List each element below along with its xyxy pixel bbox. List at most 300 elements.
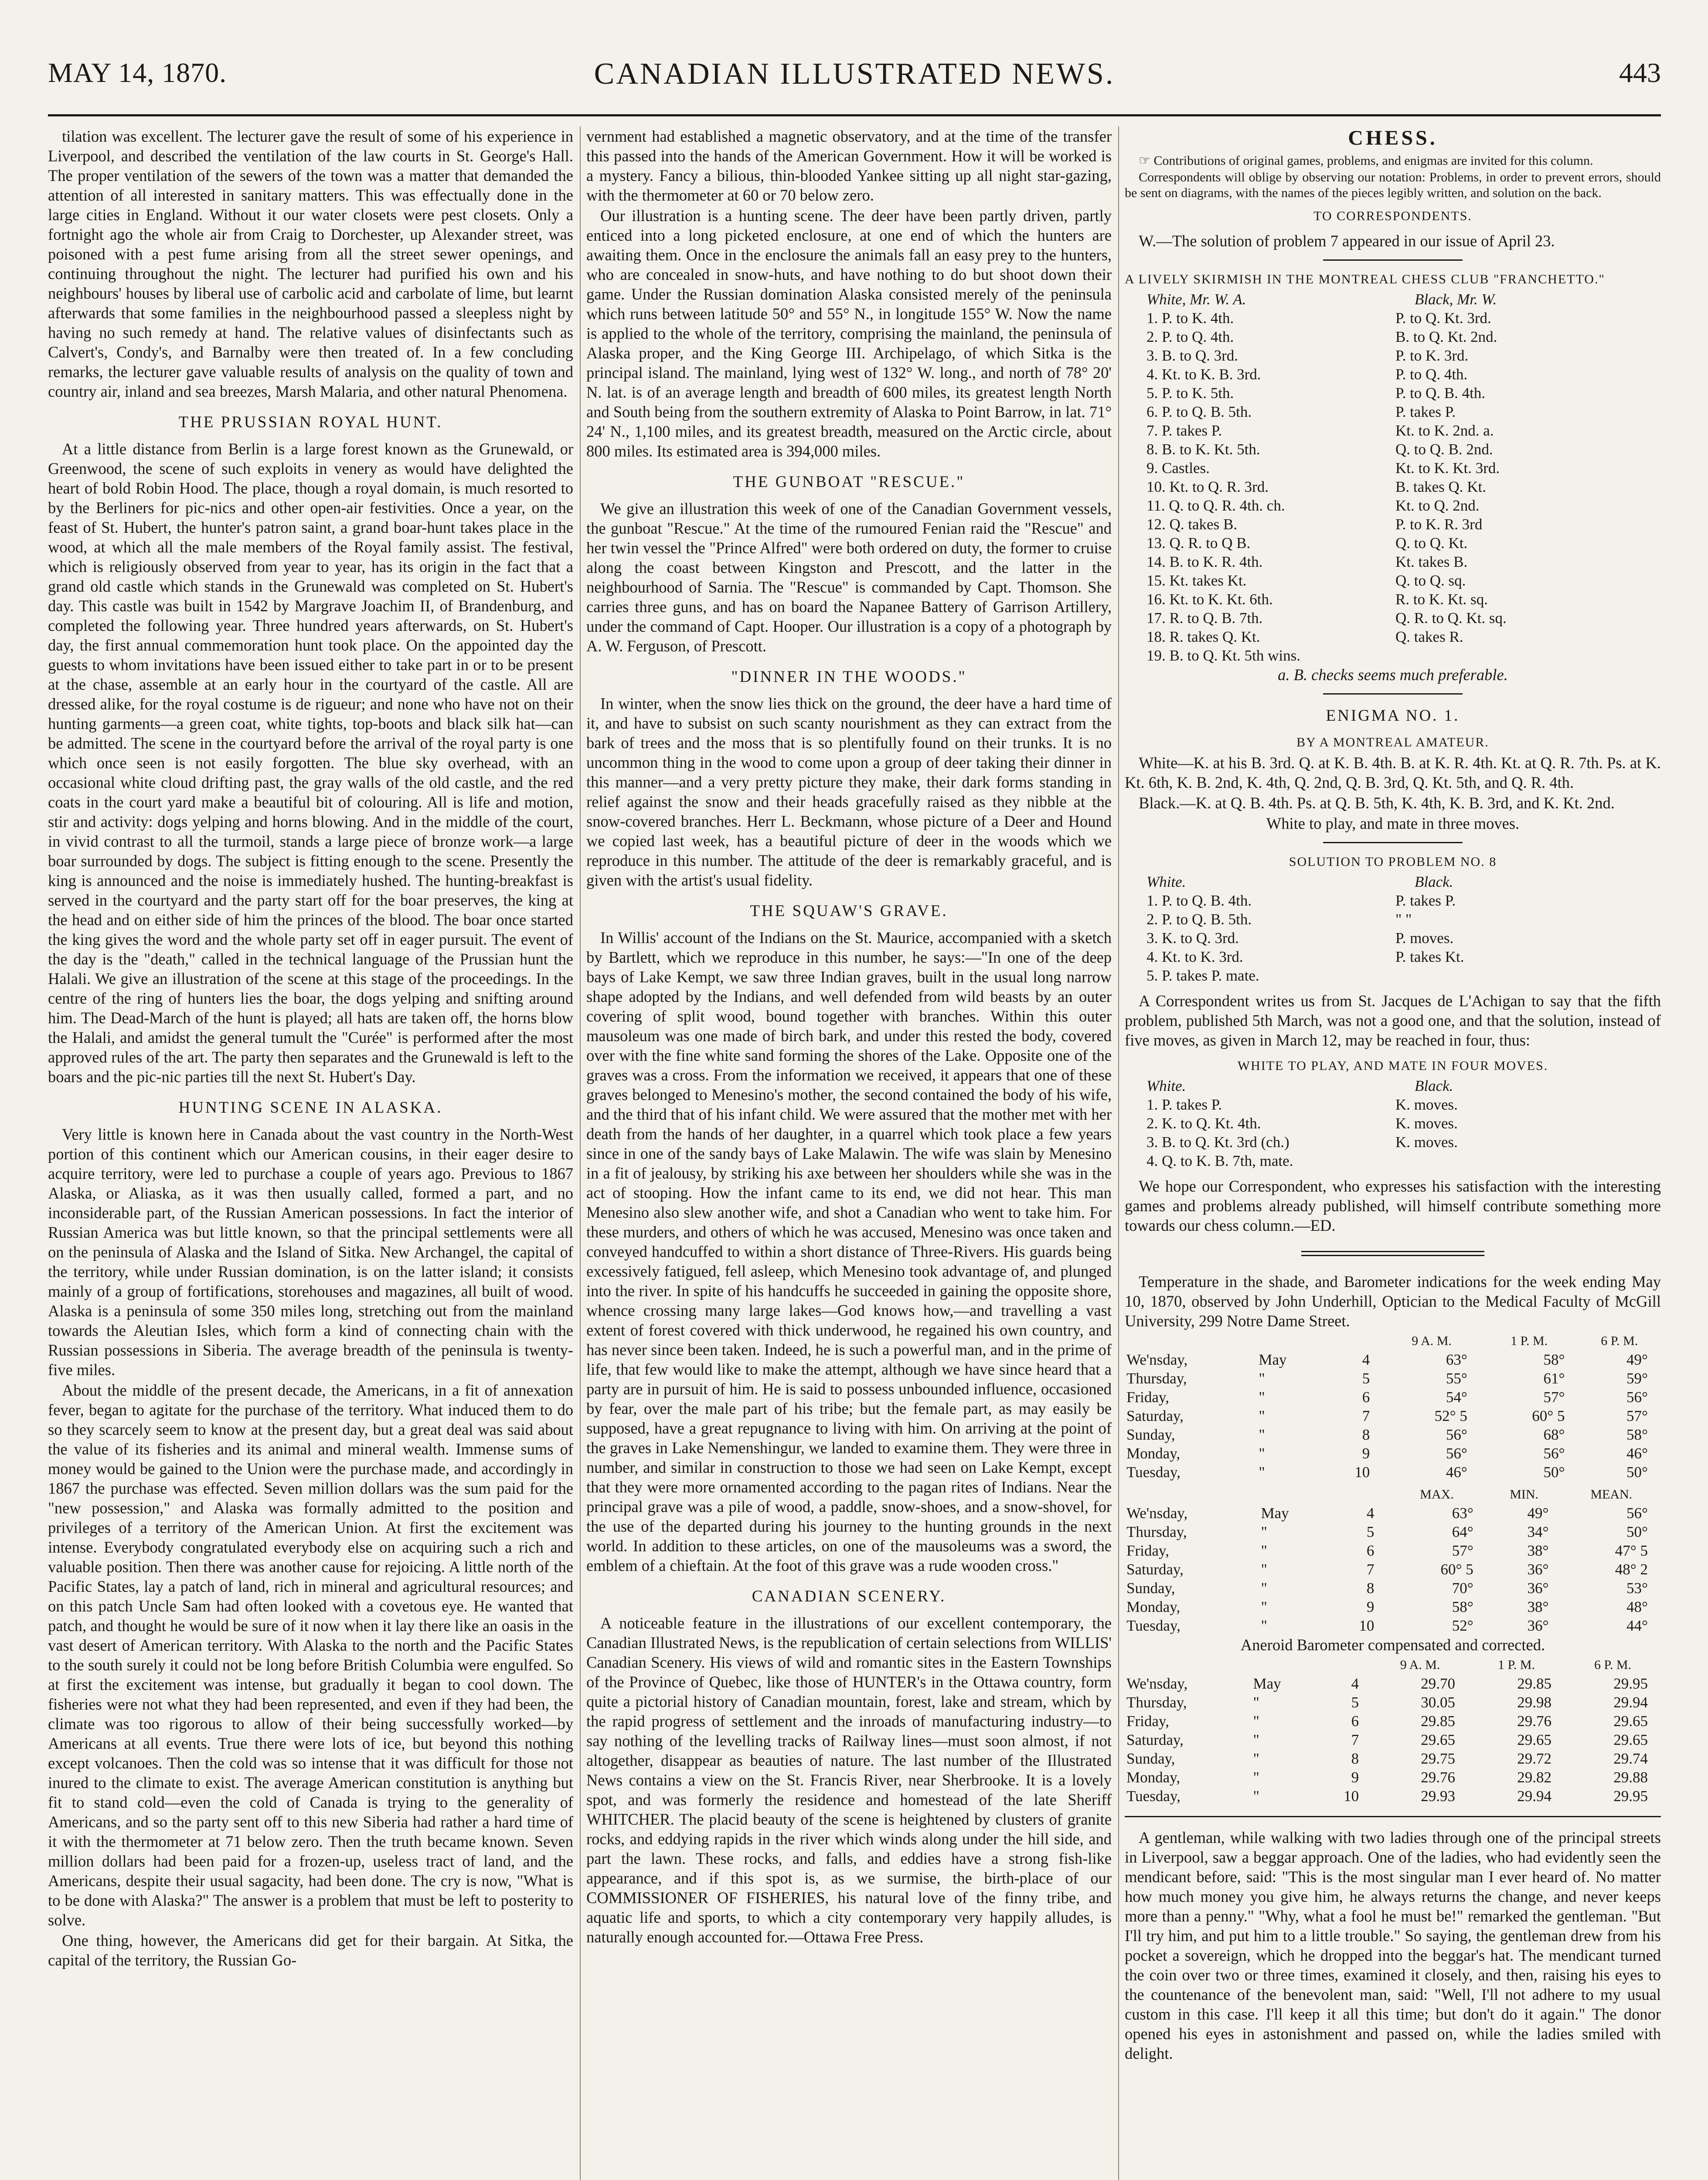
barometer-row-cell: 7: [1351, 1731, 1359, 1748]
alaska-paragraph-2: About the middle of the present decade, the Americans, in a fit of annexation fever, began to agitate for the purchase of the territory. What induced them to do so they scarcely seem to know at the present day, but a great deal was said about the value of its fisheries and its animal and mineral wealth. Immense sums of money would be gained to the Union were the purchase made, and accordingly in 1867 the purchase was effected. Seven million dollars was the sum paid for the "new possession," and Alaska was formally admitted to the position and privileges of a territory of the American Union. At first the excitement was intense. Everybody congratulated everybody else on acquiring such a rich and valuable position. Then there was another cause for rejoicing. A little north of the Pacific States, lay a patch of land, rich in mineral and agricultural resources; and on this patch Uncle Sam had often looked with a covetous eye. He wanted that patch, and thought he would be sure of it now when it lay there like an oasis in the vast desert of American territory. With Alaska to the north and the Pacific States to the south surely it could not be long before British Columbia were engulfed. So at first the excitement was intense, but gradually it began to cool down. The fisheries were not what they had been represented, and even if they had been, the climate was too rigorous to allow of their being successfully worked—by Americans at all events. True there were lots of ice, but beyond this nothing except volcanoes. Then the cold was so intense that it was difficult for those not inured to the climate to exist. The average American constitution is anything but fit to stand cold—even the cold of Canada is trying to the generality of Americans, and so the party sent off to this new Siberia had rather a hard time of it with the thermometer at 71 below zero. Then the truth became known. Seven million dollars had been paid for a frozen-up, useless tract of land, and the Americans, despite their usual sagacity, had been done. The cry is now, "What is to be done with Alaska?" The answer is a problem that must be left to posterity to solve.: [48, 1381, 573, 1929]
chess-notice-correspondents: Correspondents will oblige by observing our notation: Problems, in order to prevent errors, should be sent on diagrams, with the names of the pieces legibly written, and solution on the back.: [1125, 170, 1661, 200]
temperature-range-row-cell: Sunday,: [1126, 1580, 1175, 1597]
temperature-row-cell: 54°: [1446, 1389, 1467, 1406]
temperature-range-row-cell: 60° 5: [1440, 1561, 1473, 1578]
temperature-row-cell: Sunday,: [1126, 1426, 1175, 1443]
to-correspondents-heading: TO CORRESPONDENTS.: [1313, 209, 1472, 223]
temperature-row-cell: Monday,: [1126, 1445, 1181, 1462]
temperature-row-cell: 68°: [1543, 1426, 1565, 1443]
temperature-row-cell: 50°: [1543, 1464, 1565, 1481]
solution-move-row-cell: 1. P. to Q. B. 4th.: [1147, 892, 1252, 909]
temperature-range-row-cell: 36°: [1527, 1580, 1549, 1597]
separator-rule: [1323, 693, 1463, 695]
solution-move-row-cell: 2. P. to Q. B. 5th.: [1147, 911, 1252, 928]
temperature-range-row-cell: 49°: [1527, 1505, 1549, 1522]
range-header-min: MIN.: [1510, 1487, 1539, 1502]
temperature-range-row-cell: 34°: [1527, 1523, 1549, 1540]
temperature-range-row-cell: 4: [1366, 1505, 1375, 1522]
temperature-row-cell: 58°: [1626, 1426, 1648, 1443]
skirmish-title: A LIVELY SKIRMISH IN THE MONTREAL CHESS CLUB "FRANCHETTO.": [1125, 272, 1605, 286]
game-move-row-cell: P. takes P.: [1395, 403, 1456, 420]
temperature-range-table: [1125, 1485, 1661, 1635]
game-move-row-cell: B. takes Q. Kt.: [1395, 478, 1487, 495]
weather-intro: Temperature in the shade, and Barometer indications for the week ending May 10, 1870, observed by John Underhill, Optician to the Medical Faculty of McGill University, 299 Notre Dame Street.: [1125, 1273, 1661, 1330]
temperature-row-cell: 55°: [1446, 1370, 1467, 1387]
barometer-row-cell: 29.65: [1421, 1731, 1456, 1748]
solution-title: SOLUTION TO PROBLEM NO. 8: [1289, 855, 1497, 869]
temperature-row-cell: 61°: [1543, 1370, 1565, 1387]
temperature-table: [1125, 1332, 1661, 1482]
temperature-range-row-cell: 38°: [1527, 1542, 1549, 1559]
barometer-row-cell: May: [1253, 1675, 1281, 1692]
temperature-row-cell: 46°: [1446, 1464, 1467, 1481]
temperature-row-cell: 50°: [1626, 1464, 1648, 1481]
masthead-rule: [48, 114, 1661, 116]
game-move-row-cell: 7. P. takes P.: [1147, 422, 1222, 439]
barometer-row: [1125, 1730, 1661, 1749]
temperature-row-cell: ": [1259, 1445, 1265, 1462]
game-move-row-cell: Kt. to Q. 2nd.: [1395, 497, 1480, 514]
game-move-row: [1125, 346, 1661, 365]
four-move-row-cell: [1393, 1151, 1661, 1170]
temperature-row: [1125, 1388, 1661, 1407]
heading-prussian-hunt: THE PRUSSIAN ROYAL HUNT.: [178, 413, 443, 431]
barometer-row-cell: 30.05: [1421, 1694, 1456, 1711]
temperature-range-row: [1125, 1560, 1661, 1579]
temperature-row-cell: 8: [1362, 1426, 1370, 1443]
game-move-row-cell: Q. to Q. Kt.: [1395, 535, 1468, 552]
barometer-row-cell: 29.85: [1421, 1713, 1456, 1730]
temperature-row: [1125, 1350, 1661, 1369]
temperature-range-row-cell: 6: [1366, 1542, 1375, 1559]
chess-closing-note: We hope our Correspondent, who expresses his satisfaction with the interesting games and problems already published, will himself contribute something more towards our chess column.—ED.: [1125, 1177, 1661, 1234]
solution-black-header: Black.: [1415, 873, 1453, 890]
barometer-row-cell: 29.98: [1517, 1694, 1551, 1711]
temperature-range-row-cell: 58°: [1452, 1598, 1473, 1615]
column-2: [586, 126, 1112, 2180]
barometer-row-cell: 29.65: [1517, 1731, 1551, 1748]
temperature-range-row-cell: Saturday,: [1126, 1561, 1184, 1578]
temperature-range-row-cell: 70°: [1452, 1580, 1473, 1597]
temperature-rows: [1125, 1350, 1661, 1482]
barometer-row-cell: 29.94: [1517, 1788, 1551, 1805]
barometer-table: [1125, 1655, 1661, 1805]
barometer-row-cell: 29.72: [1517, 1750, 1551, 1767]
ornamental-rule: [1301, 1251, 1484, 1256]
four-move-row: [1125, 1095, 1661, 1114]
solution-move-row-cell: P. takes Kt.: [1395, 948, 1464, 965]
temperature-range-row-cell: 44°: [1626, 1617, 1648, 1634]
column-divider: [1118, 126, 1119, 2180]
temperature-row-cell: 58°: [1543, 1351, 1565, 1368]
separator-rule: [1323, 842, 1463, 843]
barometer-row-cell: ": [1253, 1769, 1259, 1786]
four-move-row-cell: 1. P. takes P.: [1147, 1096, 1222, 1113]
temperature-row: [1125, 1425, 1661, 1444]
column-3: [1125, 126, 1661, 2180]
four-move-white-header: White.: [1147, 1077, 1186, 1094]
four-move-row: [1125, 1151, 1661, 1170]
range-header-max: MAX.: [1420, 1487, 1454, 1502]
barometer-row-cell: ": [1253, 1713, 1259, 1730]
temperature-row-cell: Thursday,: [1126, 1370, 1187, 1387]
baro-header-9am: 9 A. M.: [1400, 1658, 1440, 1672]
solution-move-row-cell: [1393, 966, 1661, 985]
four-move-row-cell: K. moves.: [1395, 1096, 1458, 1113]
game-move-row: [1125, 327, 1661, 346]
game-move-row-cell: 12. Q. takes B.: [1147, 516, 1238, 533]
temperature-row: [1125, 1463, 1661, 1482]
temperature-row-cell: ": [1259, 1370, 1265, 1387]
game-move-row-cell: 9. Castles.: [1147, 460, 1210, 477]
four-move-row-cell: K. moves.: [1395, 1134, 1458, 1151]
prussian-hunt-paragraph: At a little distance from Berlin is a large forest known as the Grunewald, or Greenwood, the scene of such exploits in venery as would have delighted the heart of bold Robin Hood. The place, though a royal domain, is much resorted to by the Berliners for pic-nics and other open-air festivities. Once a year, on the feast of St. Hubert, the hunter's patron saint, a grand boar-hunt takes place in the wood, at which all the male members of the Royal family assist. The festival, which is religiously observed from year to year, has its origin in the fact that a grand old castle which stands in the Grunewald was completed on St. Hubert's day. This castle was built in 1542 by Margrave Joachim II, of Brandenburg, and completed the following year. Three hundred years afterwards, on St. Hubert's day, the first annual commemoration hunt took place. On the appointed day the guests to whom invitations have been issued either to take part in or to be present at the chase, assemble at an early hour in the courtyard of the castle. All are dressed alike, for the royal costume is de rigueur; and none who have not on their hunting garments—a green coat, white tights, top-boots and black silk hat—can be admitted. The scene in the courtyard before the arrival of the royal party is one which once seen is not easily forgotten. The blue sky overhead, with an occasional white cloud drifting past, the gray walls of the old castle, and the red coats in the court yard make a beautiful bit of colouring. All is life and motion, stir and activity: dogs yelping and horns blowing. And in the middle of the court, in vivid contrast to all the turmoil, stands a large piece of bronze work—a large boar surrounded by dogs. The subject is fitting enough to the scene. Presently the king is announced and the noise is immediately hushed. The hunting-breakfast is served in the courtyard and the party start off for the boar preserves, the king at the head and on either side of him the princes of the blood. The boar once started the king gives the word and the whole party set off in eager pursuit. The event of the day is the "death," called in the technical language of the Prussian hunt the Halali. We give an illustration of the scene at this stage of the proceedings. In the centre of the ring of hunters lies the boar, the dogs yelping and snifting around him. The Dead-March of the hunt is played; all hats are taken off, the horns blow the Halali, and amidst the general tumult the "Curée" is performed after the most approved rules of the art. The party then separates and the Grunewald is left to the boars and the pic-nic parties till the next St. Hubert's Day.: [48, 440, 573, 1086]
correspondent-letter: A Correspondent writes us from St. Jacques de L'Achigan to say that the fifth problem, published 5th March, was not a good one, and that the solution, instead of five moves, as given in March 12, may be reached in four, thus:: [1125, 992, 1661, 1049]
game-move-row-cell: B. to Q. Kt. 2nd.: [1395, 328, 1497, 345]
game-move-row: [1125, 459, 1661, 477]
four-move-row-cell: 2. K. to Q. Kt. 4th.: [1147, 1115, 1261, 1132]
temperature-row-cell: 52° 5: [1434, 1407, 1467, 1424]
barometer-row: [1125, 1749, 1661, 1768]
barometer-row-cell: 29.88: [1613, 1769, 1648, 1786]
temperature-range-row: [1125, 1504, 1661, 1523]
barometer-row-cell: Friday,: [1126, 1713, 1169, 1730]
heading-alaska-hunting: HUNTING SCENE IN ALASKA.: [178, 1099, 443, 1117]
barometer-row: [1125, 1768, 1661, 1787]
game-move-row: [1125, 627, 1661, 646]
chess-notice-contributions: ☞ Contributions of original games, problems, and enigmas are invited for this column.: [1139, 153, 1593, 168]
temperature-row-cell: 57°: [1543, 1389, 1565, 1406]
skirmish-game-table: [1125, 290, 1661, 665]
game-move-row-cell: 13. Q. R. to Q B.: [1147, 535, 1251, 552]
game-move-row: [1125, 440, 1661, 459]
temperature-range-row-cell: 57°: [1452, 1542, 1473, 1559]
barometer-row-cell: 29.82: [1517, 1769, 1551, 1786]
barometer-row-cell: Monday,: [1126, 1769, 1181, 1786]
game-move-row-cell: 5. P. to K. 5th.: [1147, 385, 1234, 402]
heading-canadian-scenery: CANADIAN SCENERY.: [752, 1587, 946, 1605]
temperature-range-row-cell: Monday,: [1126, 1598, 1181, 1615]
temperature-row: [1125, 1444, 1661, 1463]
barometer-row-cell: 29.65: [1613, 1713, 1648, 1730]
temperature-range-row-cell: 48° 2: [1615, 1561, 1648, 1578]
temperature-range-row: [1125, 1579, 1661, 1598]
temperature-range-row-cell: 63°: [1452, 1505, 1473, 1522]
baro-header-6pm: 6 P. M.: [1594, 1658, 1632, 1672]
four-move-row: [1125, 1114, 1661, 1133]
squaws-grave-paragraph: In Willis' account of the Indians on the St. Maurice, accompanied with a sketch by Bartlett, which we reproduce in this number, he says:—"In one of the deep bays of Lake Kempt, we saw three Indian graves, built in the usual long narrow shape adopted by the Indians, and well defended from wild beasts by an outer covering of split wood, bound together with branches. Within this outer mausoleum was one made of birch bark, and under this rested the body, covered over with the fine white sand forming the shores of the Lake. Opposite one of the graves was a cross. From the information we received, it appears that one of these graves belonged to Menesino's mother, the second contained the body of his wife, and the third that of his infant child. We were assured that the mother met with her death from the hands of her daughter, in a quarrel which took place a few years since in one of the sandy bays of Lake Malawin. The wife was slain by Menesino in a fit of jealousy, by striking his axe between her shoulders while she was in the act of stooping. How the infant came to its end, we did not hear. This man Menesino also slew another wife, and shot a Canadian who went to take him. For these murders, and others of which he was accused, Menesino was once taken and conveyed handcuffed to within a short distance of Three-Rivers. His guards being excessively fatigued, fell asleep, which Menesino took advantage of, and plunged into the river. In spite of his handcuffs he succeeded in gaining the opposite shore, whence crossing many large lakes—God knows how,—and travelling a vast extent of forest covered with thick underwood, he regained his own country, and has never since been taken. Indeed, he is such a powerful man, and in the prime of life, that few would like to make the attempt, although we have since heard that a party are in pursuit of him. He is said to possess unbounded influence, occasioned by fear, over the male part of his tribe; but the female part, as may easily be supposed, have a great repugnance to living with him. On arriving at the point of the graves in Lake Nemenshingur, we landed to examine them. They were three in number, and similar in construction to those we had seen on Lake Kempt, except that they were more ornamented according to the pagan rites of Indians. Near the principal grave was a pile of wood, a paddle, snow-shoes, and a snow-shovel, for the use of the departed during his journey to the hunting grounds in the next world. In addition to these articles, on one of the mausoleums was a sword, the emblem of a chieftain. At the foot of this grave was a rude wooden cross.": [586, 929, 1112, 1574]
barometer-row: [1125, 1693, 1661, 1712]
barometer-title: Aneroid Barometer compensated and corrected.: [1240, 1636, 1545, 1654]
game-move-row-cell: 4. Kt. to K. B. 3rd.: [1147, 366, 1261, 383]
temperature-row: [1125, 1369, 1661, 1388]
game-move-row-cell: 2. P. to Q. 4th.: [1147, 328, 1234, 345]
temperature-row-cell: 49°: [1626, 1351, 1648, 1368]
barometer-row-cell: Sunday,: [1126, 1750, 1175, 1767]
game-move-row-cell: P. to K. 3rd.: [1395, 347, 1469, 364]
temperature-row-cell: 59°: [1626, 1370, 1648, 1387]
four-move-row-cell: 4. Q. to K. B. 7th, mate.: [1147, 1152, 1293, 1169]
barometer-row-cell: Tuesday,: [1126, 1788, 1181, 1805]
game-move-row: [1125, 552, 1661, 571]
alaska-illustration-paragraph: Our illustration is a hunting scene. The deer have been partly driven, partly enticed into a long picketed enclosure, at one end of which the hunters are awaiting them. Once in the enclosure the animals fall an easy prey to the hunters, who are concealed in snow-huts, and have nothing to do but shoot down their game. Under the Russian domination Alaska consisted merely of the peninsula which runs between latitude 50° and 55° N., in longitude 155° W. Now the name is applied to the whole of the territory, comprising the mainland, the peninsula of Alaska proper, and the King George III. Archipelago, of which Sitka is the principal island. The mainland, lying west of 132° W. long., and north of 78° 20' N. lat. is of an average length and breadth of 600 miles, its greatest length North and South being from the southern extremity of Alaska to Point Barrow, in lat. 71° 24' N., 1,100 miles, and its greatest breadth, measured on the Arctic circle, about 800 miles. Its estimated area is 394,000 miles.: [586, 207, 1112, 460]
barometer-row: [1125, 1787, 1661, 1805]
temperature-range-row-cell: ": [1261, 1561, 1267, 1578]
solution-moves: [1125, 891, 1661, 985]
temperature-row-cell: 9: [1362, 1445, 1370, 1462]
game-move-row-cell: 16. Kt. to K. Kt. 6th.: [1147, 591, 1273, 608]
temperature-row-cell: ": [1259, 1426, 1265, 1443]
temperature-range-row-cell: May: [1261, 1505, 1289, 1522]
solution-move-row-cell: P. takes P.: [1395, 892, 1456, 909]
temperature-row-cell: 56°: [1543, 1445, 1565, 1462]
solution-move-row-cell: 5. P. takes P. mate.: [1147, 967, 1259, 984]
separator-rule: [1125, 1816, 1661, 1817]
barometer-row-cell: 29.74: [1613, 1750, 1648, 1767]
temperature-range-row-cell: Tuesday,: [1126, 1617, 1181, 1634]
barometer-rows: [1125, 1674, 1661, 1805]
temperature-range-rows: [1125, 1504, 1661, 1635]
game-move-row-cell: Q. takes R.: [1395, 628, 1463, 645]
temperature-range-row-cell: 53°: [1626, 1580, 1648, 1597]
game-move-row-cell: 18. R. takes Q. Kt.: [1147, 628, 1260, 645]
game-move-row: [1125, 590, 1661, 609]
barometer-row: [1125, 1674, 1661, 1693]
barometer-row-cell: Thursday,: [1126, 1694, 1187, 1711]
temperature-row-cell: Saturday,: [1126, 1407, 1184, 1424]
range-header-mean: MEAN.: [1590, 1487, 1633, 1502]
temperature-row-cell: 56°: [1626, 1389, 1648, 1406]
solution-move-row-cell: P. moves.: [1395, 930, 1454, 947]
enigma-white-position: White—K. at his B. 3rd. Q. at K. B. 4th. B. at K. R. 4th. Kt. at Q. R. 7th. Ps. at K. Kt. 6th, K. B. 2nd, K. 4th, Q. 2nd, Q. B. 3rd, Q. Kt. 5th, and Q. R. 4th.: [1125, 754, 1661, 791]
temperature-range-row-cell: Friday,: [1126, 1542, 1169, 1559]
game-move-row: [1125, 515, 1661, 534]
page-number: 443: [1619, 57, 1661, 88]
temperature-row-cell: 56°: [1446, 1426, 1467, 1443]
dinner-paragraph: In winter, when the snow lies thick on the ground, the deer have a hard time of it, and have to subsist on such scanty nourishment as they can extract from the bark of trees and the moss that is so plentifully found on their trunks. It is no uncommon thing in the wood to come upon a group of deer taking their dinner in this manner—and a very pretty picture they make, their dark forms standing in relief against the snow and their heads gracefully raised as they nibble at the snow-covered branches. Herr L. Beckmann, whose picture of a Deer and Hound we copied last week, has a beautiful picture of deer in the woods which we reproduce in this number. The attitude of the deer is remarkably graceful, and is given with the artist's usual fidelity.: [586, 695, 1112, 889]
game-move-row-cell: P. to Q. 4th.: [1395, 366, 1468, 383]
game-move-row-cell: P. to Q. Kt. 3rd.: [1395, 310, 1491, 327]
temperature-range-row-cell: We'nsday,: [1126, 1505, 1188, 1522]
barometer-row-cell: 4: [1351, 1675, 1359, 1692]
barometer-row-cell: 29.95: [1613, 1788, 1648, 1805]
temp-header-9am: 9 A. M.: [1412, 1334, 1452, 1348]
solution-move-row: [1125, 966, 1661, 985]
barometer-row-cell: 29.75: [1421, 1750, 1456, 1767]
temperature-range-row-cell: 52°: [1452, 1617, 1473, 1634]
temperature-range-row-cell: 8: [1366, 1580, 1375, 1597]
game-move-row-cell: Q. to Q. sq.: [1395, 572, 1466, 589]
canadian-scenery-paragraph: A noticeable feature in the illustrations of our excellent contemporary, the Canadian Illustrated News, is the republication of certain selections from WILLIS' Canadian Scenery. His views of wild and romantic sites in the Eastern Townships of the Province of Quebec, like those of HUNTER's in the Ottawa country, form quite a pictorial history of Canadian mountain, forest, lake and stream, which by the rapid progress of settlement and the inroads of manufacturing industry—to say nothing of the levelling tracks of Railway lines—must soon almost, if not altogether, disappear as beauties of nature. The last number of the Illustrated News contains a view on the St. Francis River, near Sherbrooke. It is a lovely spot, and was formerly the residence and homestead of the late Sheriff WHITCHER. The placid beauty of the scene is heightened by clusters of granite rocks, and eddying rapids in the river which winds along under the hill side, and part the lawn. These rocks, and falls, and eddies have a strong fish-like appearance, and if this spot is, as we surmise, the birth-place of our COMMISSIONER OF FISHERIES, his natural love of the finny tribe, and aquatic life and sports, to which a city contemporary very happily alludes, is naturally enough accounted for.—Ottawa Free Press.: [586, 1614, 1112, 1946]
temperature-row-cell: Friday,: [1126, 1389, 1169, 1406]
temperature-range-row-cell: ": [1261, 1598, 1267, 1615]
column-divider: [580, 126, 581, 2180]
temperature-range-row-cell: 5: [1366, 1523, 1375, 1540]
four-move-table: [1125, 1076, 1661, 1170]
separator-rule: [1323, 259, 1463, 261]
masthead: [48, 48, 1661, 113]
to-correspondents-text: W.—The solution of problem 7 appeared in our issue of April 23.: [1139, 232, 1555, 250]
game-move-row-cell: P. to K. R. 3rd: [1395, 516, 1483, 533]
temperature-range-row-cell: ": [1261, 1617, 1267, 1634]
temperature-row-cell: 63°: [1446, 1351, 1467, 1368]
game-move-row: [1125, 571, 1661, 590]
alaska-paragraph-1: Very little is known here in Canada about the vast country in the North-West portion of this continent which our American cousins, in their eager desire to acquire territory, were led to purchase a couple of years ago. Previous to 1867 Alaska, or Aliaska, as it was then usually called, formed a part, and no inconsiderable part, of the Russian American possessions. In fact the interior of Russian America was but little known, so that the principal settlements were all on the peninsula of Alaska and the Island of Sitka. New Archangel, the capital of the territory, while under Russian domination, is on the latter island; it consists mainly of a group of fortifications, storehouses and magazines, all built of wood. Alaska is a peninsula of some 350 miles long, stretching out from the mainland towards the Aleutian Isles, which form a kind of connecting chain with the Russian possessions in Siberia. The average breadth of the peninsula is twenty-five miles.: [48, 1125, 573, 1379]
barometer-row-cell: 5: [1351, 1694, 1359, 1711]
temperature-range-row-cell: 50°: [1626, 1523, 1648, 1540]
temperature-row: [1125, 1407, 1661, 1425]
temperature-row-cell: 46°: [1626, 1445, 1648, 1462]
game-move-row-cell: 17. R. to Q. B. 7th.: [1147, 610, 1263, 627]
temperature-range-row: [1125, 1523, 1661, 1541]
game-move-row-cell: 10. Kt. to Q. R. 3rd.: [1147, 478, 1269, 495]
barometer-row-cell: ": [1253, 1731, 1259, 1748]
temperature-row-cell: Tuesday,: [1126, 1464, 1181, 1481]
solution-move-row-cell: 3. K. to Q. 3rd.: [1147, 930, 1239, 947]
game-move-row: [1125, 477, 1661, 496]
temperature-row-cell: May: [1259, 1351, 1287, 1368]
game-move-row-cell: P. to Q. B. 4th.: [1395, 385, 1486, 402]
enigma-byline: BY A MONTREAL AMATEUR.: [1296, 735, 1489, 749]
barometer-row-cell: 8: [1351, 1750, 1359, 1767]
barometer-row-cell: ": [1253, 1750, 1259, 1767]
heading-enigma: ENIGMA NO. 1.: [1326, 707, 1460, 725]
four-move-row-cell: 3. B. to Q. Kt. 3rd (ch.): [1147, 1134, 1290, 1151]
four-move-moves: [1125, 1095, 1661, 1170]
game-move-row: [1125, 402, 1661, 421]
solution-move-row-cell: 4. Kt. to K. 3rd.: [1147, 948, 1243, 965]
temperature-row-cell: 57°: [1626, 1407, 1648, 1424]
barometer-row-cell: 29.76: [1421, 1769, 1456, 1786]
sanitary-lecture-paragraph: tilation was excellent. The lecturer gave the result of some of his experience in Liverpool, and described the ventilation of the law courts in St. George's Hall. The proper ventilation of the sewers of the town was a matter that demanded the attention of all interested in sanitary matters. This was effectually done in the large cities in England. Without it our water closets were pest closets. Only a fortnight ago the whole air from Craig to Dorchester, up Alexander street, was poisoned with a pest fume arising from all the street sewer openings, and continuing throughout the night. The lecturer had purified his own and his neighbours' houses by liberal use of carbolic acid and carbolate of lime, but learnt afterwards that some families in the neighbourhood passed a sleepless night by having no such remedy at hand. The relative values of disinfectants such as Calvert's, Condy's, and Barnalby were then treated of. In a few concluding remarks, the lecturer gave valuable results of analysis on the quality of town and country air, inland and sea breezes, Marsh Malaria, and other natural Phenomena.: [48, 127, 573, 400]
game-white-player: White, Mr. W. A.: [1147, 291, 1246, 308]
game-move-row-cell: Kt. to K. 2nd. a.: [1395, 422, 1494, 439]
four-move-black-header: Black.: [1415, 1077, 1453, 1094]
solution-move-row: [1125, 929, 1661, 947]
barometer-row-cell: 29.95: [1613, 1675, 1648, 1692]
temperature-range-row-cell: 36°: [1527, 1617, 1549, 1634]
game-note: a. B. checks seems much preferable.: [1278, 666, 1508, 684]
temperature-row-cell: 7: [1362, 1407, 1370, 1424]
game-move-row: [1125, 365, 1661, 384]
four-move-title: WHITE TO PLAY, AND MATE IN FOUR MOVES.: [1237, 1059, 1548, 1073]
temperature-range-row-cell: 64°: [1452, 1523, 1473, 1540]
temperature-row-cell: We'nsday,: [1126, 1351, 1188, 1368]
baro-header-1pm: 1 P. M.: [1498, 1658, 1535, 1672]
heading-dinner-in-woods: "DINNER IN THE WOODS.": [731, 668, 967, 686]
game-move-row: [1125, 609, 1661, 627]
game-move-row: [1125, 309, 1661, 327]
temperature-row-cell: 60° 5: [1532, 1407, 1565, 1424]
game-move-row-cell: 1. P. to K. 4th.: [1147, 310, 1234, 327]
temperature-range-row-cell: 9: [1366, 1598, 1375, 1615]
game-move-row-cell: 11. Q. to Q. R. 4th. ch.: [1147, 497, 1285, 514]
game-move-row-cell: 8. B. to K. Kt. 5th.: [1147, 441, 1260, 458]
game-move-row-cell: 3. B. to Q. 3rd.: [1147, 347, 1238, 364]
temperature-row-cell: ": [1259, 1464, 1265, 1481]
temperature-row-cell: 10: [1354, 1464, 1370, 1481]
barometer-row-cell: 29.65: [1613, 1731, 1648, 1748]
temperature-range-row-cell: 56°: [1626, 1505, 1648, 1522]
game-move-row-cell: Q. to Q. B. 2nd.: [1395, 441, 1493, 458]
barometer-row-cell: 29.76: [1517, 1713, 1551, 1730]
game-moves: [1125, 309, 1661, 665]
game-move-row-cell: [1393, 646, 1661, 665]
game-move-row-cell: 19. B. to Q. Kt. 5th wins.: [1147, 647, 1300, 664]
temperature-range-row-cell: 36°: [1527, 1561, 1549, 1578]
game-move-row: [1125, 534, 1661, 552]
solution-move-row-cell: " ": [1395, 911, 1412, 928]
game-move-row-cell: 15. Kt. takes Kt.: [1147, 572, 1247, 589]
issue-date: MAY 14, 1870.: [48, 57, 227, 88]
alaska-paragraph-3: One thing, however, the Americans did get for their bargain. At Sitka, the capital of the territory, the Russian Go-: [48, 1931, 573, 1969]
temperature-range-row-cell: ": [1261, 1580, 1267, 1597]
barometer-row-cell: 29.85: [1517, 1675, 1551, 1692]
temp-header-6pm: 6 P. M.: [1601, 1334, 1638, 1348]
temperature-range-row-cell: 10: [1359, 1617, 1375, 1634]
temperature-range-row-cell: 38°: [1527, 1598, 1549, 1615]
temperature-range-row-cell: 48°: [1626, 1598, 1648, 1615]
temperature-range-row: [1125, 1541, 1661, 1560]
enigma-task: White to play, and mate in three moves.: [1266, 814, 1520, 832]
temperature-row-cell: ": [1259, 1389, 1265, 1406]
four-move-row-cell: K. moves.: [1395, 1115, 1458, 1132]
barometer-row: [1125, 1712, 1661, 1730]
column-1: [48, 126, 573, 2180]
game-move-row-cell: R. to K. Kt. sq.: [1395, 591, 1488, 608]
temperature-range-row-cell: 47° 5: [1615, 1542, 1648, 1559]
game-move-row-cell: 6. P. to Q. B. 5th.: [1147, 403, 1252, 420]
solution-move-row: [1125, 947, 1661, 966]
temperature-row-cell: 6: [1362, 1389, 1370, 1406]
temperature-range-row-cell: ": [1261, 1542, 1267, 1559]
barometer-row-cell: 6: [1351, 1713, 1359, 1730]
temperature-range-row-cell: ": [1261, 1523, 1267, 1540]
barometer-row-cell: ": [1253, 1694, 1259, 1711]
temperature-row-cell: ": [1259, 1407, 1265, 1424]
beggar-anecdote: A gentleman, while walking with two ladies through one of the principal streets in Liverpool, saw a beggar approach. One of the ladies, who had evidently seen the mendicant before, said: "This is the most singular man I ever heard of. No matter how much money you give him, he always returns the change, and never keeps more than a penny." "Why, what a fool he must be!" remarked the gentleman. "But I'll try him, and put him to a little trouble." So saying, the gentleman drew from his pocket a sovereign, which he dropped into the beggar's hat. The mendicant turned the coin over two or three times, examined it closely, and then, raising his eyes to the countenance of the benevolent man, said: "Well, I'll not adhere to my usual custom in this case. I'll keep it all this time; but don't do it again." The donor opened his eyes in astonishment and passed on, while the ladies smiled with delight.: [1125, 1829, 1661, 2062]
game-move-row: [1125, 384, 1661, 402]
game-black-player: Black, Mr. W.: [1415, 291, 1497, 308]
heading-chess: CHESS.: [1348, 126, 1438, 150]
temperature-row-cell: 56°: [1446, 1445, 1467, 1462]
four-move-row: [1125, 1133, 1661, 1151]
game-move-row-cell: Q. R. to Q. Kt. sq.: [1395, 610, 1507, 627]
gunboat-paragraph: We give an illustration this week of one of the Canadian Government vessels, the gunboat "Rescue." At the time of the rumoured Fenian raid the "Rescue" and her twin vessel the "Prince Alfred" were both ordered on duty, the former to cruise along the coast between Kingston and Prescott, and the latter in the neighbourhood of Sarnia. The "Rescue" is commanded by Capt. Thomson. She carries three guns, and has on board the Napanee Battery of Garrison Artillery, under the command of Capt. Hooper. Our illustration is a copy of a photograph by A. W. Ferguson, of Prescott.: [586, 500, 1112, 655]
alaska-continued-paragraph: vernment had established a magnetic observatory, and at the time of the transfer this passed into the hands of the American Government. How it will be worked is a mystery. Fancy a bilious, thin-blooded Yankee sitting up all night star-gazing, with the thermometer at 60 or 70 below zero.: [586, 127, 1112, 204]
heading-gunboat-rescue: THE GUNBOAT "RESCUE.": [733, 473, 965, 491]
barometer-row-cell: 9: [1351, 1769, 1359, 1786]
game-move-row: [1125, 496, 1661, 515]
barometer-row-cell: Saturday,: [1126, 1731, 1184, 1748]
temperature-range-row-cell: Thursday,: [1126, 1523, 1187, 1540]
solution-table: [1125, 872, 1661, 985]
solution-white-header: White.: [1147, 873, 1186, 890]
barometer-row-cell: ": [1253, 1788, 1259, 1805]
barometer-row-cell: 29.70: [1421, 1675, 1456, 1692]
barometer-row-cell: We'nsday,: [1126, 1675, 1188, 1692]
temperature-range-row: [1125, 1598, 1661, 1616]
temperature-row-cell: 4: [1362, 1351, 1370, 1368]
enigma-black-position: Black.—K. at Q. B. 4th. Ps. at Q. B. 5th, K. 4th, K. B. 3rd, and K. Kt. 2nd.: [1139, 794, 1615, 812]
newspaper-title: CANADIAN ILLUSTRATED NEWS.: [594, 57, 1115, 91]
game-move-row-cell: 14. B. to K. R. 4th.: [1147, 553, 1263, 570]
temp-header-1pm: 1 P. M.: [1511, 1334, 1548, 1348]
barometer-row-cell: 29.93: [1421, 1788, 1456, 1805]
solution-move-row: [1125, 910, 1661, 929]
game-move-row-cell: Kt. takes B.: [1395, 553, 1468, 570]
temperature-row-cell: 5: [1362, 1370, 1370, 1387]
